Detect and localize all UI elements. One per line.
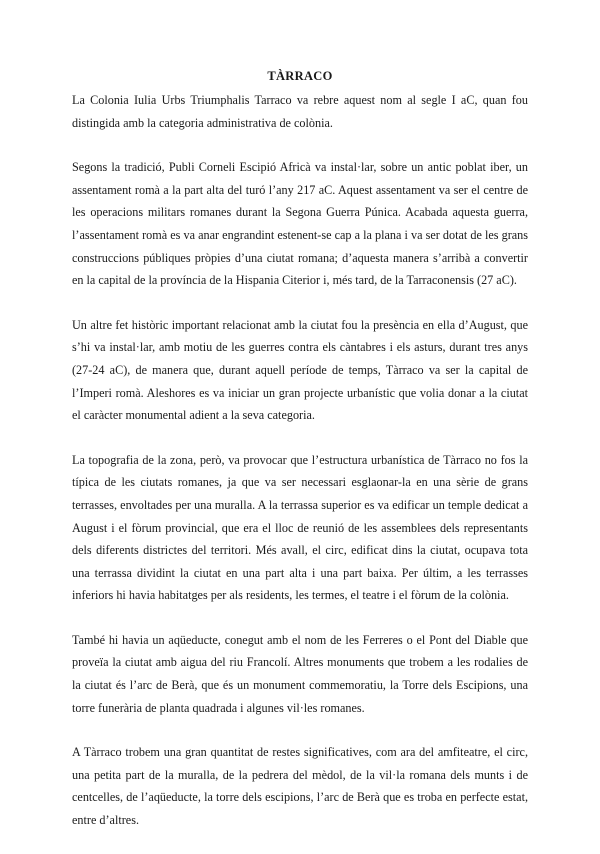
paragraph-6: A Tàrraco trobem una gran quantitat de restes significatives, com ara del amfiteatre, el circ, una petita part de la muralla, de la pedrera del mèdol, de la vil·la romana dels munts i de centcelles, de l’aqüeducte, la torre dels escipions, l’arc de Berà que es troba en perfecte estat, entre d’altres. [72,745,528,828]
document-title: TÀRRACO [267,69,333,83]
document-page [72,68,528,854]
paragraph-3: Un altre fet històric important relacionat amb la ciutat fou la presència en ella d’August, que s’hi va instal·lar, amb motiu de les guerres contra els càntabres i els asturs, durant tres anys (27-24 aC), de manera que, durant aquell període de temps, Tàrraco va ser la capital de l’Imperi romà. Aleshores es va iniciar un gran projecte urbanístic que volia donar a la ciutat el caràcter monumental adient a la seva categoria. [72,317,528,423]
paragraph-4: La topografia de la zona, però, va provocar que l’estructura urbanística de Tàrraco no fos la típica de les ciutats romanes, ja que va ser necessari esglaonar-la en una sèrie de grans terrasses, envoltades per una muralla. A la terrassa superior es va edificar un temple dedicat a August i el fòrum provincial, que era el lloc de reunió de les assemblees dels representants dels diferents districtes del territori. Més avall, el circ, edificat dins la ciutat, ocupava tota una terrassa dividint la ciutat en una part alta i una part baixa. Per últim, a les terrasses inferiors hi havia habitatges per als residents, les termes, el teatre i el fòrum de la colònia. [72,452,528,603]
paragraph-2: Segons la tradició, Publi Corneli Escipió Africà va instal·lar, sobre un antic poblat iber, un assentament romà a la part alta del turó l’any 217 aC. Aquest assentament va ser el centre de les operacions militars romanes durant la Segona Guerra Púnica. Acabada aquesta guerra, l’assentament romà es va anar engrandint estenent-se cap a la plana i va ser dotat de les grans construccions públiques pròpies d’una ciutat romana; d’aquesta manera s’arribà a convertir en la capital de la província de la Hispania Citerior i, més tard, de la Tarraconensis (27 aC). [72,160,528,288]
paragraph-5: També hi havia un aqüeducte, conegut amb el nom de les Ferreres o el Pont del Diable que proveïa la ciutat amb aigua del riu Francolí. Altres monuments que trobem a les rodalies de la ciutat és l’arc de Berà, que és un monument commemoratiu, la Torre dels Escipions, una torre funerària de planta quadrada i algunes vil·les romanes. [72,632,528,715]
paragraph-1: La Colonia Iulia Urbs Triumphalis Tarraco va rebre aquest nom al segle I aC, quan fou distingida amb la categoria administrativa de colònia. [72,93,528,130]
